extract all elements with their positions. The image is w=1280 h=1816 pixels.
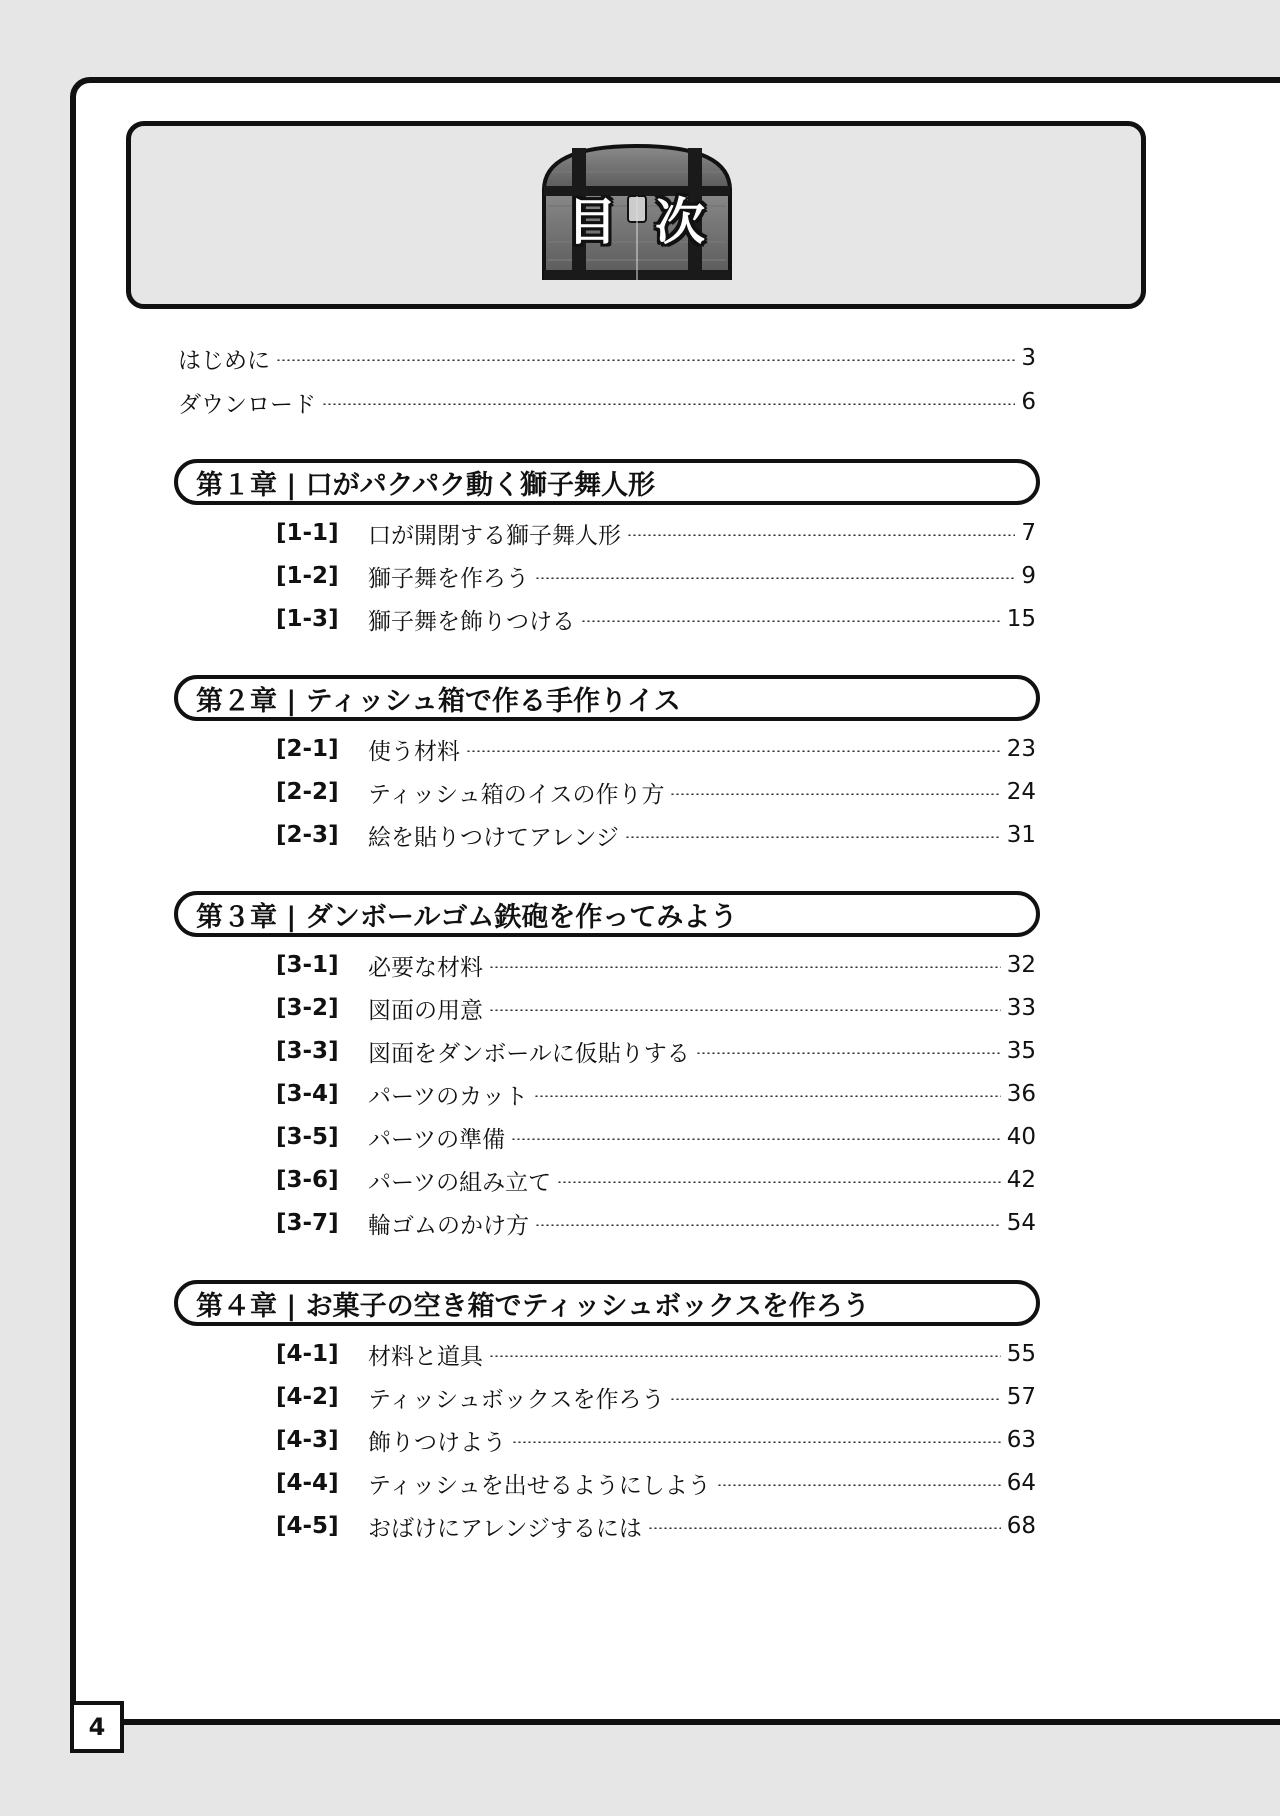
toc-entry-label: ティッシュ箱のイスの作り方	[368, 781, 665, 808]
toc-entry-code: [4-2]	[276, 1384, 339, 1410]
toc-entry[interactable]	[276, 516, 1036, 550]
toc-entry-page: 15	[1006, 606, 1036, 632]
toc-entry-code: [3-1]	[276, 952, 339, 978]
toc-entry[interactable]	[276, 818, 1036, 852]
toc-entry-page: 9	[1021, 563, 1036, 589]
toc-entry-page: 36	[1006, 1081, 1036, 1107]
toc-entry-label: はじめに	[178, 347, 270, 374]
toc-entry-page: 68	[1006, 1513, 1036, 1539]
leader-dots	[670, 1398, 1000, 1400]
title-char-2: 次	[655, 193, 707, 251]
leader-dots	[557, 1181, 1001, 1183]
toc-entry[interactable]	[276, 1337, 1036, 1371]
toc-entry-page: 55	[1006, 1341, 1036, 1367]
toc-entry[interactable]	[276, 948, 1036, 982]
toc-entry-label: 飾りつけよう	[368, 1429, 506, 1456]
toc-entry-page: 3	[1021, 345, 1036, 371]
leader-dots	[534, 1095, 1001, 1097]
leader-dots	[489, 1009, 1001, 1011]
toc-entry[interactable]	[276, 1206, 1036, 1240]
toc-entry-code: [1-1]	[276, 520, 339, 546]
toc-entry-label: 材料と道具	[368, 1343, 483, 1370]
toc-entry-code: [3-2]	[276, 995, 339, 1021]
leader-dots	[696, 1052, 1001, 1054]
toc-entry-label: 図面をダンボールに仮貼りする	[368, 1040, 690, 1067]
toc-entry[interactable]	[276, 602, 1036, 636]
toc-entry-page: 63	[1006, 1427, 1036, 1453]
leader-dots	[535, 577, 1015, 579]
toc-entry-label: ティッシュボックスを作ろう	[368, 1386, 665, 1413]
toc-entry-label: 獅子舞を作ろう	[368, 565, 529, 592]
toc-entry-page: 35	[1006, 1038, 1036, 1064]
toc-entry-code: [4-4]	[276, 1470, 339, 1496]
leader-dots	[511, 1138, 1001, 1140]
toc-entry-label: 図面の用意	[368, 997, 483, 1024]
toc-entry-code: [2-2]	[276, 779, 339, 805]
toc-entry-page: 40	[1006, 1124, 1036, 1150]
leader-dots	[466, 750, 1001, 752]
leader-dots	[489, 966, 1001, 968]
leader-dots	[648, 1527, 1001, 1529]
toc-entry[interactable]	[276, 1120, 1036, 1154]
leader-dots	[670, 793, 1000, 795]
toc-entry[interactable]	[276, 1077, 1036, 1111]
toc-entry-page: 33	[1006, 995, 1036, 1021]
title-char-1: 目	[567, 193, 619, 251]
toc-entry[interactable]	[276, 775, 1036, 809]
leader-dots	[512, 1441, 1001, 1443]
toc-entry-page: 64	[1006, 1470, 1036, 1496]
toc-entry[interactable]	[276, 1034, 1036, 1068]
toc-entry-intro[interactable]	[178, 341, 1036, 375]
toc-entry[interactable]	[276, 559, 1036, 593]
leader-dots	[276, 359, 1015, 361]
toc-entry-label: ダウンロード	[178, 391, 316, 418]
toc-entry-page: 6	[1021, 389, 1036, 415]
toc-entry-page: 23	[1006, 736, 1036, 762]
toc-entry-label: パーツの組み立て	[368, 1169, 552, 1196]
toc-entry-code: [3-6]	[276, 1167, 339, 1193]
toc-entry-label: パーツのカット	[368, 1083, 528, 1110]
toc-entry[interactable]	[276, 1509, 1036, 1543]
chapter-heading-4[interactable]: 第４章 | お菓子の空き箱でティッシュボックスを作ろう	[174, 1280, 1040, 1326]
leader-dots	[489, 1355, 1001, 1357]
toc-entry-page: 42	[1006, 1167, 1036, 1193]
toc-entry-label: おばけにアレンジするには	[368, 1515, 642, 1542]
leader-dots	[581, 620, 1001, 622]
toc-entry-label: 使う材料	[368, 738, 460, 765]
page-number: 4	[70, 1701, 124, 1753]
leader-dots	[717, 1484, 1001, 1486]
toc-entry-code: [3-7]	[276, 1210, 339, 1236]
toc-entry-code: [1-2]	[276, 563, 339, 589]
toc-entry[interactable]	[276, 1423, 1036, 1457]
toc-entry-label: 獅子舞を飾りつける	[368, 608, 575, 635]
toc-entry-page: 7	[1021, 520, 1036, 546]
toc-entry-label: 必要な材料	[368, 954, 483, 981]
toc-entry-label: 輪ゴムのかけ方	[368, 1212, 529, 1239]
toc-entry-code: [1-3]	[276, 606, 339, 632]
toc-entry[interactable]	[276, 1466, 1036, 1500]
leader-dots	[627, 534, 1015, 536]
toc-entry-label: ティッシュを出せるようにしよう	[368, 1472, 711, 1499]
toc-entry-code: [2-1]	[276, 736, 339, 762]
toc-entry-code: [2-3]	[276, 822, 339, 848]
chapter-heading-2[interactable]: 第２章 | ティッシュ箱で作る手作りイス	[174, 675, 1040, 721]
toc-entry-code: [4-5]	[276, 1513, 339, 1539]
toc-entry-label: 絵を貼りつけてアレンジ	[368, 824, 619, 851]
toc-entry-page: 57	[1006, 1384, 1036, 1410]
page-title	[538, 178, 736, 258]
leader-dots	[625, 836, 1001, 838]
toc-entry[interactable]	[276, 991, 1036, 1025]
toc-entry-label: 口が開閉する獅子舞人形	[368, 522, 621, 549]
toc-entry-download[interactable]	[178, 385, 1036, 419]
toc-entry-page: 32	[1006, 952, 1036, 978]
leader-dots	[535, 1224, 1001, 1226]
toc-entry-code: [4-3]	[276, 1427, 339, 1453]
toc-entry-code: [3-4]	[276, 1081, 339, 1107]
toc-entry-code: [3-3]	[276, 1038, 339, 1064]
toc-entry-label: パーツの準備	[368, 1126, 506, 1153]
toc-entry-page: 24	[1006, 779, 1036, 805]
chapter-heading-1[interactable]: 第１章 | 口がパクパク動く獅子舞人形	[174, 459, 1040, 505]
chapter-heading-3[interactable]: 第３章 | ダンボールゴム鉄砲を作ってみよう	[174, 891, 1040, 937]
toc-entry-page: 54	[1006, 1210, 1036, 1236]
toc-entry[interactable]	[276, 1380, 1036, 1414]
toc-entry[interactable]	[276, 1163, 1036, 1197]
toc-entry[interactable]	[276, 732, 1036, 766]
toc-entry-code: [4-1]	[276, 1341, 339, 1367]
toc-entry-page: 31	[1006, 822, 1036, 848]
toc-entry-code: [3-5]	[276, 1124, 339, 1150]
leader-dots	[322, 403, 1015, 405]
